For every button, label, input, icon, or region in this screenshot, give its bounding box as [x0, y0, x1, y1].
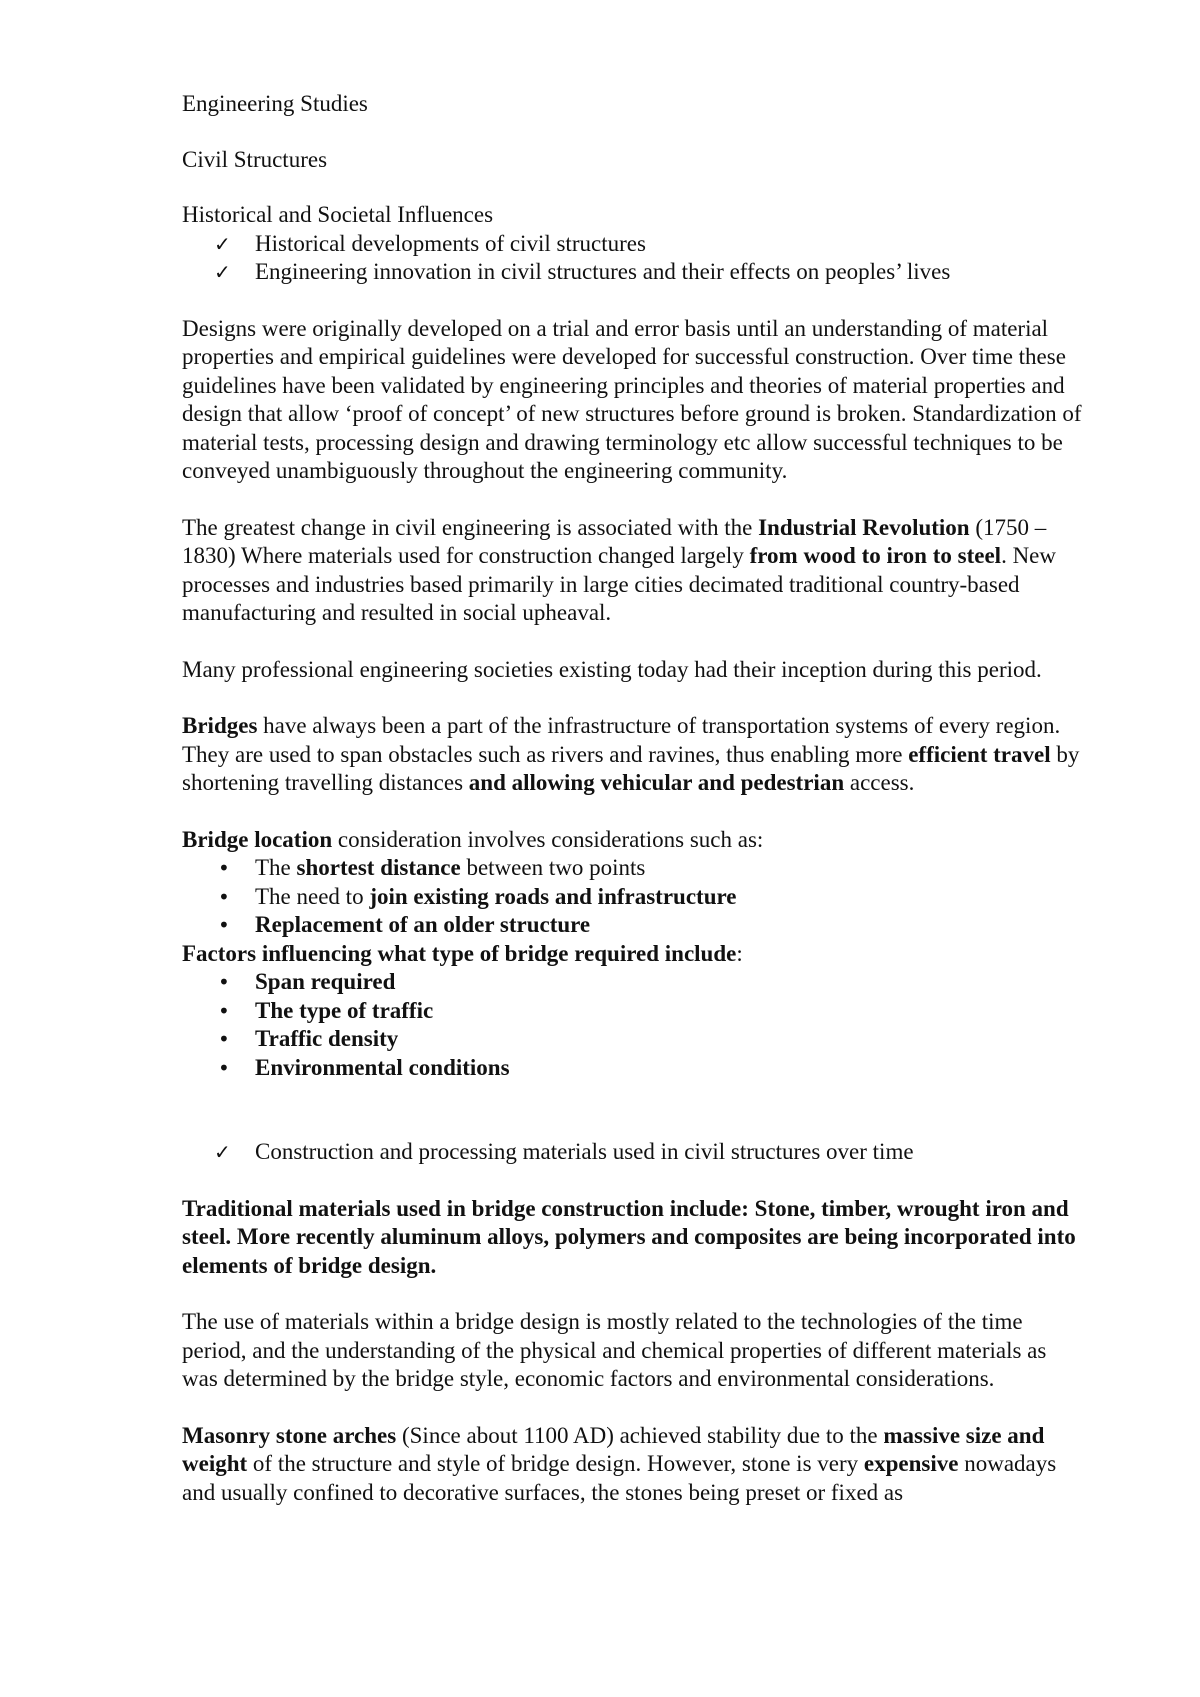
bold-term: Bridge location [182, 826, 333, 852]
bold-term: Industrial Revolution [758, 514, 970, 540]
list-item: • Span required [182, 968, 1082, 997]
bridge-location-intro: Bridge location consideration involves considerations such as: [182, 826, 764, 852]
list-item: • The type of traffic [182, 997, 1082, 1026]
bold-term: efficient travel [908, 741, 1051, 767]
checklist-item: ✓ Construction and processing materials used in civil structures over time [182, 1138, 1082, 1167]
checklist-item: ✓ Historical developments of civil structures [182, 230, 1082, 259]
checklist-item: ✓ Engineering innovation in civil structures and their effects on peoples’ lives [182, 258, 1082, 287]
bold-term: expensive [863, 1451, 959, 1476]
paragraph-design-history: Designs were originally developed on a trial and error basis until an understanding of material properties and empirical guidelines were developed for successful construction. Over time these guidelines have been validated by engineering principles and theories of material properties and design that allow ‘proof of concept’ of new structures before ground is broken. Standardization of material tests, processing design and drawing terminology etc allow successful techniques to be conveyed unambiguously throughout the engineering community. [182, 315, 1082, 483]
paragraph-bridges: Bridges have always been a part of the infrastructure of transportation systems of every region. They are used to span obstacles such as rivers and ravines, thus enabling more efficient travel by shortening travelling distances and allowing vehicular and pedestrian access. [182, 713, 1080, 795]
list-item: • Environmental conditions [182, 1054, 1082, 1083]
list-item: • The need to join existing roads and infrastructure [182, 883, 1082, 912]
list-item: • The shortest distance between two points [182, 854, 1082, 883]
paragraph-traditional-materials: Traditional materials used in bridge construction include: Stone, timber, wrought iron and steel. More recently aluminum alloys, polymers and composites are being incorporated into elements of bridge design. [182, 1195, 1076, 1278]
factors-list [182, 968, 1082, 1082]
module-title: Civil Structures [182, 146, 328, 172]
paragraph-industrial-revolution: The greatest change in civil engineering is associated with the Industrial Revolution (1750 – 1830) Where materials used for construction changed largely from wood to iron to steel. New processes and industries based primarily in large cities decimated traditional country-based manufacturing and resulted in social upheaval. [182, 514, 1056, 625]
section-title: Historical and Societal Influences [182, 202, 494, 227]
paragraph-material-use: The use of materials within a bridge design is mostly related to the technologies of the time period, and the understanding of the physical and chemical properties of different materials as was determined by the bridge style, economic factors and environmental considerations. [182, 1309, 1047, 1391]
paragraph-engineering-societies: Many professional engineering societies existing today had their inception during this period. [182, 656, 1042, 682]
bold-term: from wood to iron to steel [749, 543, 1002, 568]
bold-term: and allowing vehicular and pedestrian [468, 770, 845, 795]
materials-checklist [182, 1138, 1082, 1167]
bold-term: Masonry stone arches [182, 1422, 397, 1448]
list-item: • Replacement of an older structure [182, 911, 1082, 940]
subject-title: Engineering Studies [182, 91, 368, 116]
bridge-location-list [182, 854, 1082, 940]
factors-heading: Factors influencing what type of bridge required include: [182, 940, 743, 966]
document-body [182, 90, 1082, 1507]
outcomes-checklist [182, 230, 1082, 287]
paragraph-masonry-arches: Masonry stone arches (Since about 1100 AD) achieved stability due to the massive size and weight of the structure and style of bridge design. However, stone is very expensive nowadays and usually confined to decorative surfaces, the stones being preset or fixed as [182, 1422, 1057, 1505]
bold-term: Bridges [182, 713, 258, 738]
list-item: • Traffic density [182, 1025, 1082, 1054]
bold-term: massive size and weight [182, 1422, 1045, 1476]
